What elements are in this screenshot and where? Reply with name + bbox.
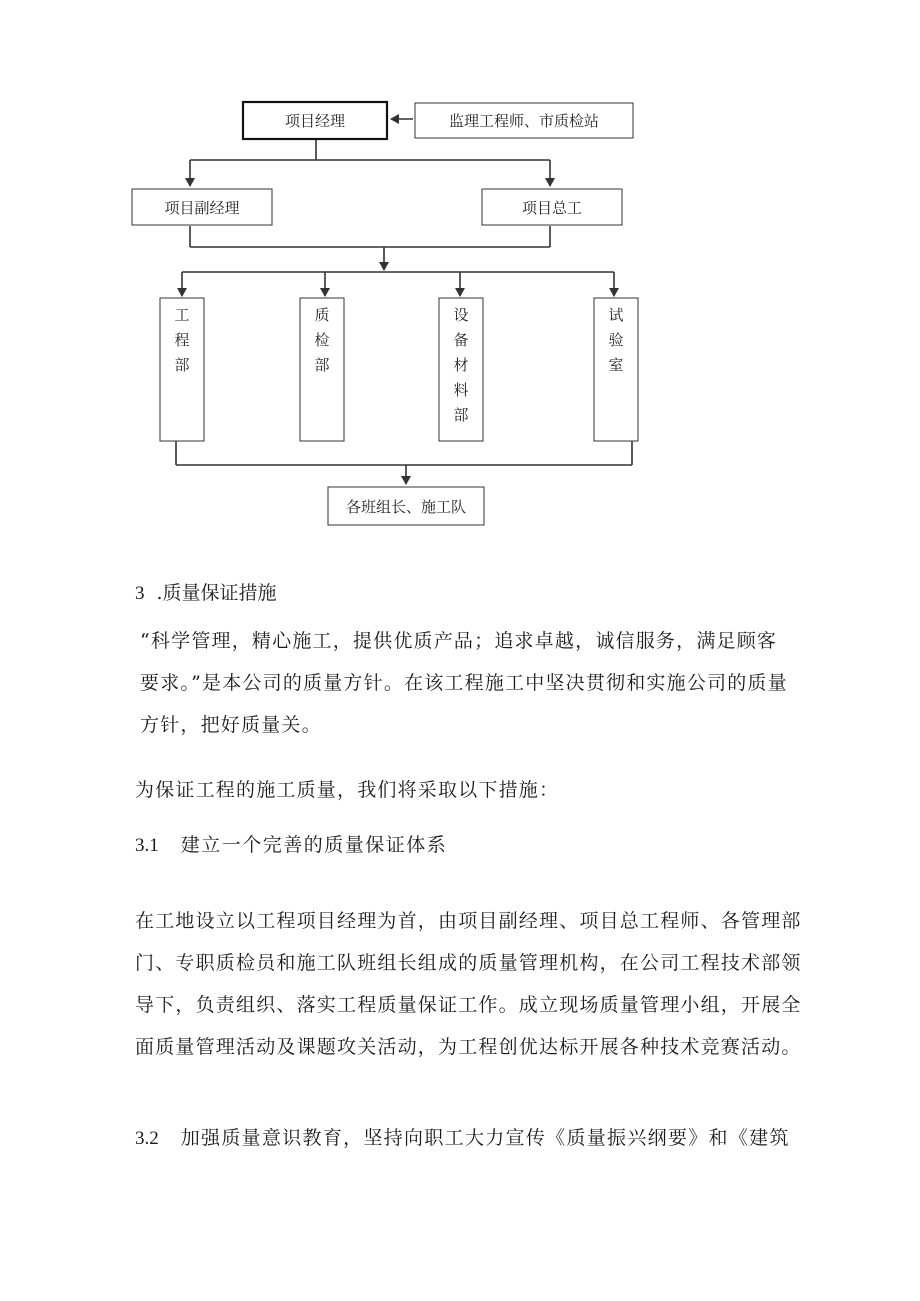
dept-char: 工 xyxy=(174,306,190,324)
section-3-1-number: 3.1 xyxy=(135,835,159,856)
dept-char: 部 xyxy=(314,356,330,374)
node-deputy-manager-label: 项目副经理 xyxy=(164,199,240,217)
paragraph-line: 导下，负责组织、落实工程质量保证工作。成立现场质量管理小组，开展全 xyxy=(135,994,802,1016)
dept-char: 料 xyxy=(453,381,469,399)
paragraph-line: 在工地设立以工程项目经理为首，由项目副经理、项目总工程师、各管理部 xyxy=(135,910,802,932)
section-3-heading xyxy=(135,578,277,605)
node-deputy-manager xyxy=(132,189,272,225)
dept-char: 备 xyxy=(453,331,469,349)
dept-char: 材 xyxy=(453,356,469,374)
measures-intro-text: 为保证工程的施工质量，我们将采取以下措施： xyxy=(135,779,560,801)
section-3-2-title: 加强质量意识教育，坚持向职工大力宣传《质量振兴纲要》和《建筑 xyxy=(180,1127,790,1149)
node-supervisor xyxy=(415,103,633,138)
section-3-number: 3 xyxy=(135,583,145,604)
section-3-2-heading xyxy=(135,1123,790,1150)
node-dept-equipment xyxy=(439,298,483,441)
node-dept-engineering xyxy=(160,298,204,441)
node-project-manager xyxy=(243,102,387,139)
dept-char: 室 xyxy=(608,356,624,374)
node-team-leaders xyxy=(328,487,484,525)
section-3-1-paragraph xyxy=(135,900,802,1068)
section-3-1-heading xyxy=(135,830,447,857)
paragraph-line: 要求。”是本公司的质量方针。在该工程施工中坚决贯彻和实施公司的质量 xyxy=(140,672,788,694)
dept-char: 部 xyxy=(453,406,469,424)
node-chief-engineer xyxy=(482,189,622,225)
node-dept-lab xyxy=(594,298,638,441)
node-chief-engineer-label: 项目总工 xyxy=(521,199,583,217)
section-3-1-title: 建立一个完善的质量保证体系 xyxy=(180,834,448,856)
node-project-manager-label: 项目经理 xyxy=(284,112,346,130)
dept-char: 质 xyxy=(314,306,330,324)
org-chart xyxy=(0,0,920,540)
node-dept-quality xyxy=(300,298,344,441)
dept-char: 检 xyxy=(314,331,330,349)
dept-char: 部 xyxy=(174,356,190,374)
paragraph-line: 方针，把好质量关。 xyxy=(140,714,322,736)
paragraph-line: 面质量管理活动及课题攻关活动，为工程创优达标开展各种技术竞赛活动。 xyxy=(135,1036,802,1058)
dept-char: 试 xyxy=(608,306,624,324)
dept-char: 验 xyxy=(608,331,624,349)
section-3-title: .质量保证措施 xyxy=(156,582,277,604)
node-team-leaders-label: 各班组长、施工队 xyxy=(345,498,467,516)
measures-intro xyxy=(135,773,559,808)
dept-char: 程 xyxy=(174,331,190,349)
org-connectors xyxy=(176,119,632,484)
section-3-2-number: 3.2 xyxy=(135,1128,159,1149)
dept-char: 设 xyxy=(453,306,469,324)
quality-policy-paragraph xyxy=(140,624,788,743)
paragraph-line: “科学管理，精心施工，提供优质产品；追求卓越，诚信服务，满足顾客 xyxy=(140,630,778,652)
paragraph-line: 门、专职质检员和施工队班组长组成的质量管理机构，在公司工程技术部领 xyxy=(135,952,802,974)
node-supervisor-label: 监理工程师、市质检站 xyxy=(448,112,600,130)
